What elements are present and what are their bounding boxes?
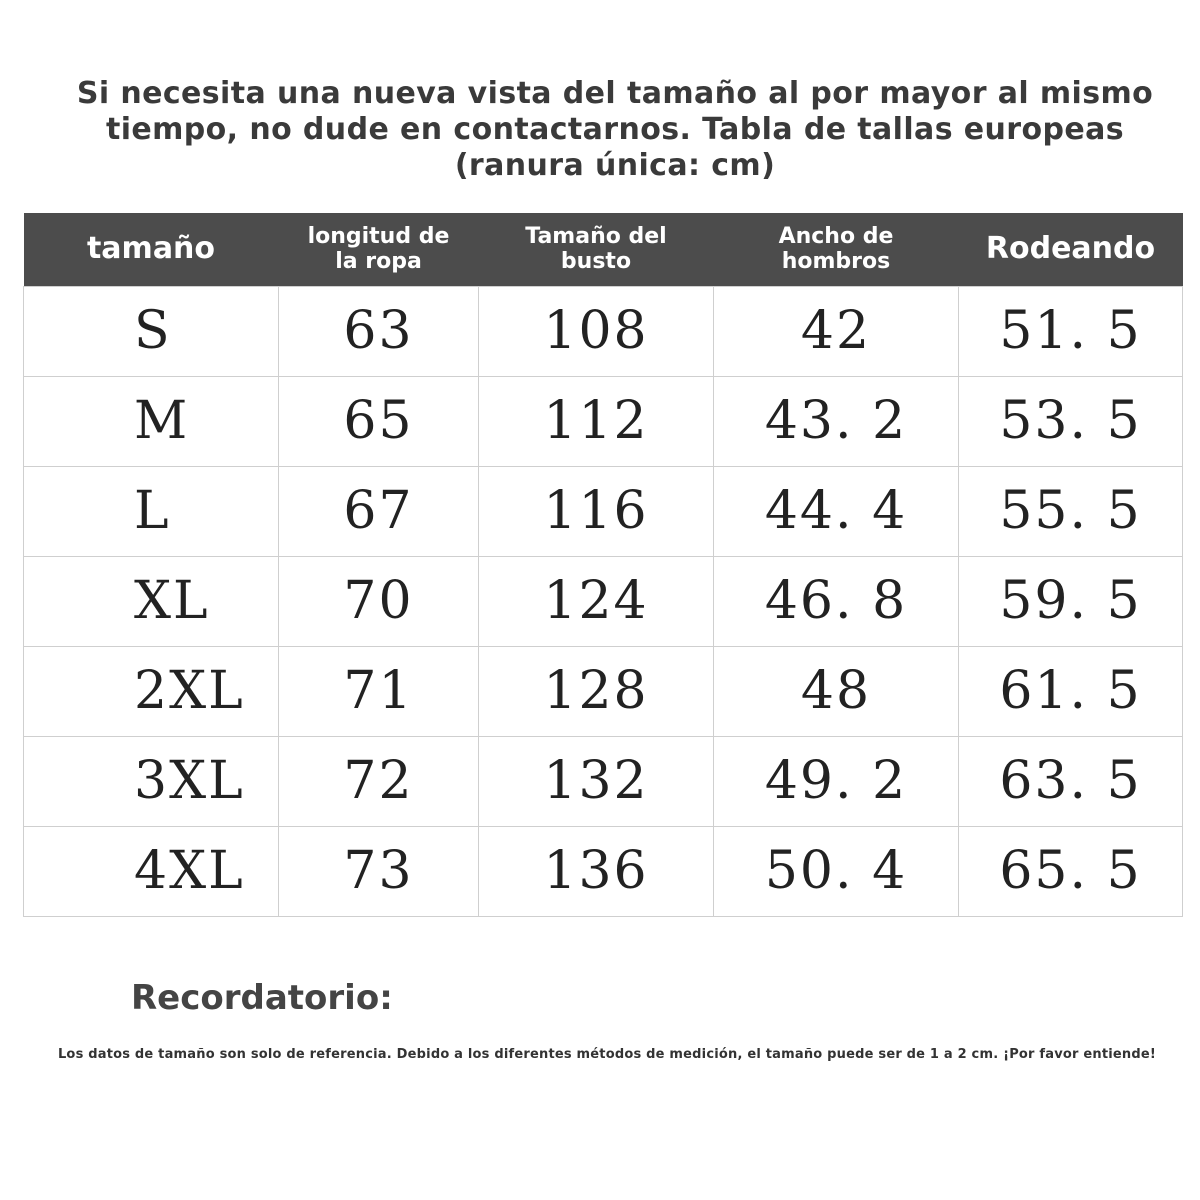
shoulder-cell: 42	[714, 286, 959, 376]
size-cell: 2XL	[24, 646, 279, 736]
circumference-cell: 65. 5	[959, 826, 1183, 916]
bust-cell: 116	[479, 466, 714, 556]
intro-line-1: Si necesita una nueva vista del tamaño al por mayor al mismo	[76, 76, 1154, 111]
table-row	[24, 736, 1183, 826]
size-cell: 4XL	[24, 826, 279, 916]
circumference-cell: 63. 5	[959, 736, 1183, 826]
header-garment-length: longitud de la ropa	[307, 224, 450, 275]
table-row	[24, 376, 1183, 466]
size-cell: S	[24, 286, 279, 376]
table-row	[24, 556, 1183, 646]
bust-cell: 112	[479, 376, 714, 466]
table-row	[24, 466, 1183, 556]
circumference-cell: 55. 5	[959, 466, 1183, 556]
shoulder-cell: 50. 4	[714, 826, 959, 916]
size-cell: XL	[24, 556, 279, 646]
shoulder-cell: 48	[714, 646, 959, 736]
size-cell: 3XL	[24, 736, 279, 826]
circumference-cell: 51. 5	[959, 286, 1183, 376]
shoulder-cell: 43. 2	[714, 376, 959, 466]
shoulder-cell: 46. 8	[714, 556, 959, 646]
length-cell: 72	[279, 736, 479, 826]
header-bust-size: Tamaño del busto	[525, 224, 667, 275]
table-row	[24, 826, 1183, 916]
size-cell: M	[24, 376, 279, 466]
header-shoulder-width: Ancho de hombros	[778, 224, 894, 275]
intro-text	[60, 76, 1170, 184]
length-cell: 71	[279, 646, 479, 736]
table-header-row	[24, 213, 1183, 286]
length-cell: 70	[279, 556, 479, 646]
table-row	[24, 646, 1183, 736]
length-cell: 73	[279, 826, 479, 916]
length-cell: 65	[279, 376, 479, 466]
length-cell: 63	[279, 286, 479, 376]
intro-line-3: (ranura única: cm)	[454, 148, 776, 183]
header-size: tamaño	[86, 231, 216, 267]
header-circumference: Rodeando	[985, 231, 1156, 267]
reminder-title: Recordatorio:	[131, 978, 393, 1018]
reminder-text: Los datos de tamaño son solo de referencia. Debido a los diferentes métodos de medición, el tamaño puede ser de 1 a 2 cm. ¡Por favor entiende!	[57, 1047, 1157, 1062]
circumference-cell: 59. 5	[959, 556, 1183, 646]
shoulder-cell: 49. 2	[714, 736, 959, 826]
bust-cell: 128	[479, 646, 714, 736]
circumference-cell: 53. 5	[959, 376, 1183, 466]
bust-cell: 136	[479, 826, 714, 916]
bust-cell: 132	[479, 736, 714, 826]
circumference-cell: 61. 5	[959, 646, 1183, 736]
size-cell: L	[24, 466, 279, 556]
intro-line-2: tiempo, no dude en contactarnos. Tabla de tallas europeas	[105, 112, 1125, 147]
length-cell: 67	[279, 466, 479, 556]
shoulder-cell: 44. 4	[714, 466, 959, 556]
bust-cell: 108	[479, 286, 714, 376]
size-chart-table	[23, 213, 1183, 917]
bust-cell: 124	[479, 556, 714, 646]
table-row	[24, 286, 1183, 376]
